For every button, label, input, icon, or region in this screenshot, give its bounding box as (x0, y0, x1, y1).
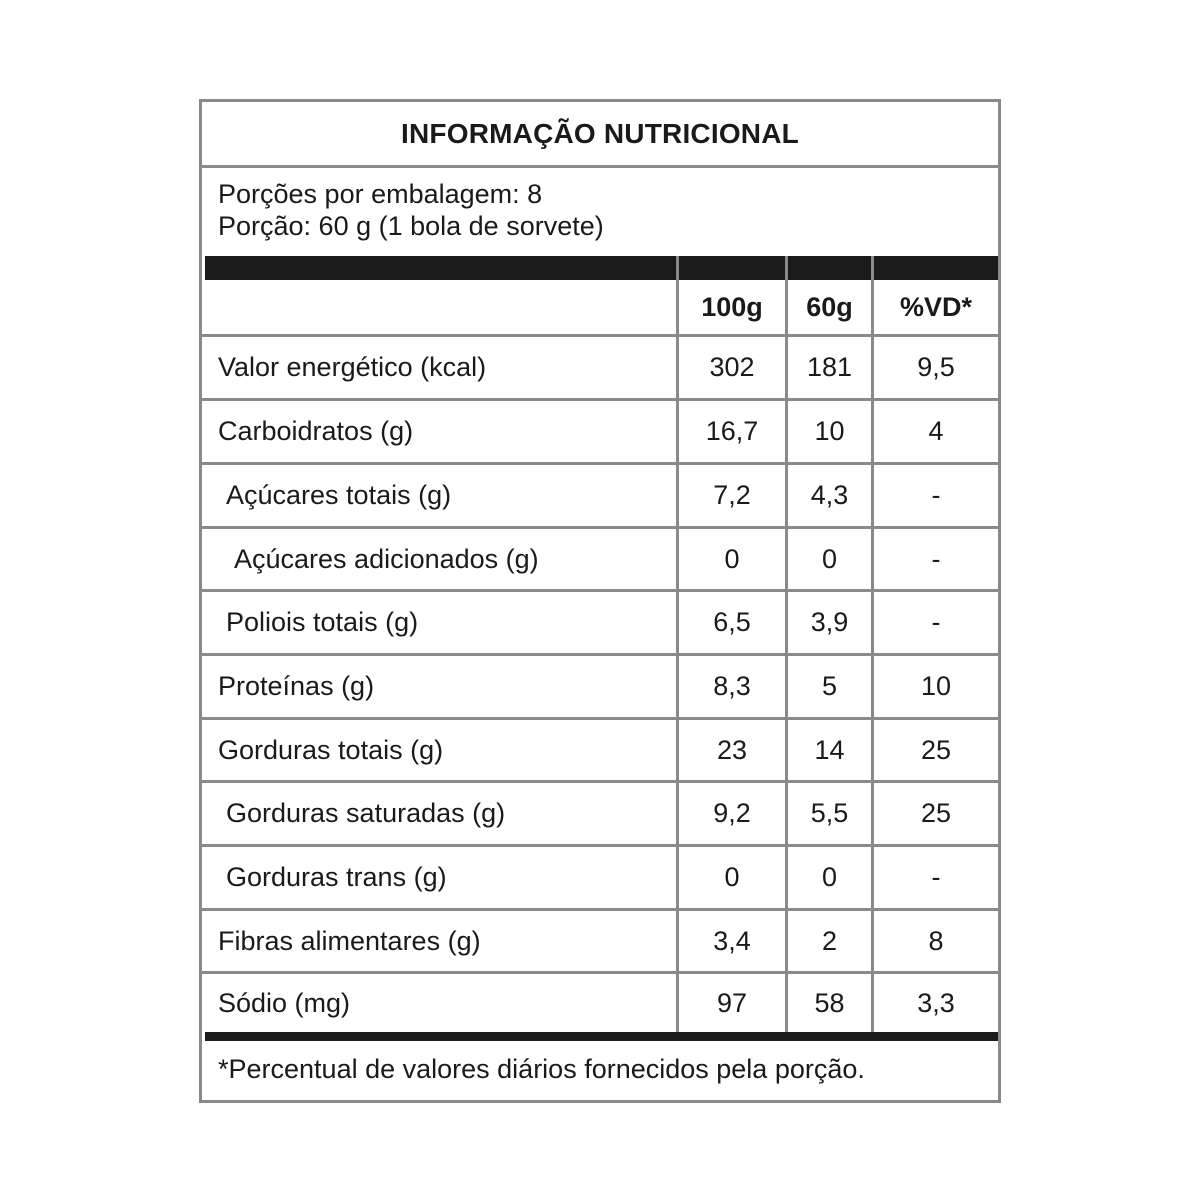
row-value-60g: 0 (821, 862, 838, 892)
table-row (202, 401, 998, 462)
row-value-60g: 5,5 (810, 798, 849, 828)
row-value-60g: 14 (814, 734, 845, 765)
row-value-100g: 7,2 (713, 480, 751, 510)
row-value-100g: 97 (716, 987, 748, 1018)
row-value-60g: 0 (821, 543, 838, 574)
row-name: Gorduras saturadas (g) (226, 798, 506, 828)
footer-black-bar (205, 1032, 998, 1041)
table-row (202, 720, 998, 780)
table-row (202, 656, 998, 717)
row-name: Gorduras trans (g) (226, 862, 447, 892)
row-value-60g: 3,9 (810, 607, 849, 637)
footnote: *Percentual de valores diários fornecidos pela porção. (218, 1053, 865, 1084)
col-header-100g: 100g (701, 291, 763, 322)
row-value-100g: 302 (709, 352, 755, 382)
row-value-100g: 16,7 (705, 416, 759, 446)
row-value-vd: 25 (920, 734, 952, 765)
row-value-vd: - (931, 607, 941, 637)
col-header-60g: 60g (806, 291, 853, 322)
servings-per-package: Porções por embalagem: 8 (218, 179, 543, 209)
row-value-vd: - (931, 543, 941, 574)
serving-size: Porção: 60 g (1 bola de sorvete) (218, 211, 604, 241)
bar-col-sep-2 (785, 256, 788, 280)
row-name: Açúcares totais (g) (226, 480, 452, 510)
row-value-vd: - (931, 862, 941, 892)
row-value-100g: 0 (724, 862, 740, 892)
row-value-100g: 9,2 (713, 798, 751, 828)
row-value-vd: 3,3 (917, 987, 955, 1018)
row-name: Valor energético (kcal) (218, 352, 487, 382)
header-black-bar (205, 256, 998, 280)
row-value-60g: 5 (821, 671, 838, 701)
row-value-vd: 8 (928, 925, 944, 956)
title-divider (202, 165, 998, 168)
table-row (202, 592, 998, 653)
row-value-60g: 2 (821, 925, 838, 956)
row-value-vd: 25 (920, 798, 952, 828)
label-title: INFORMAÇÃO NUTRICIONAL (401, 117, 799, 149)
row-value-vd: 10 (920, 671, 952, 701)
table-row (202, 847, 998, 908)
col-header-vd: %VD* (899, 291, 973, 322)
row-name: Carboidratos (g) (218, 416, 414, 446)
row-value-100g: 6,5 (713, 607, 751, 637)
row-name: Fibras alimentares (g) (218, 925, 481, 956)
row-value-60g: 10 (814, 416, 845, 446)
row-value-100g: 0 (724, 543, 740, 574)
row-value-60g: 58 (814, 987, 845, 1018)
row-value-vd: 9,5 (917, 352, 955, 382)
row-value-100g: 8,3 (713, 671, 751, 701)
row-name: Sódio (mg) (218, 987, 351, 1018)
row-value-60g: 181 (806, 352, 853, 382)
row-name: Poliois totais (g) (226, 607, 419, 637)
table-row (202, 529, 998, 589)
table-row (202, 911, 998, 971)
table-row (202, 783, 998, 844)
table-row (202, 974, 998, 1032)
serving-info (218, 178, 604, 242)
table-row (202, 337, 998, 398)
column-header-row (202, 280, 998, 334)
row-value-vd: - (931, 480, 941, 510)
bar-col-sep-1 (676, 256, 679, 280)
row-value-60g: 4,3 (810, 480, 849, 510)
nutrition-label (199, 99, 1001, 1103)
row-value-100g: 23 (716, 734, 748, 765)
table-row (202, 465, 998, 526)
row-value-100g: 3,4 (713, 925, 751, 956)
row-name: Gorduras totais (g) (218, 734, 444, 765)
row-name: Proteínas (g) (218, 671, 375, 701)
row-value-vd: 4 (928, 416, 944, 446)
row-name: Açúcares adicionados (g) (234, 543, 539, 574)
bar-col-sep-3 (871, 256, 874, 280)
